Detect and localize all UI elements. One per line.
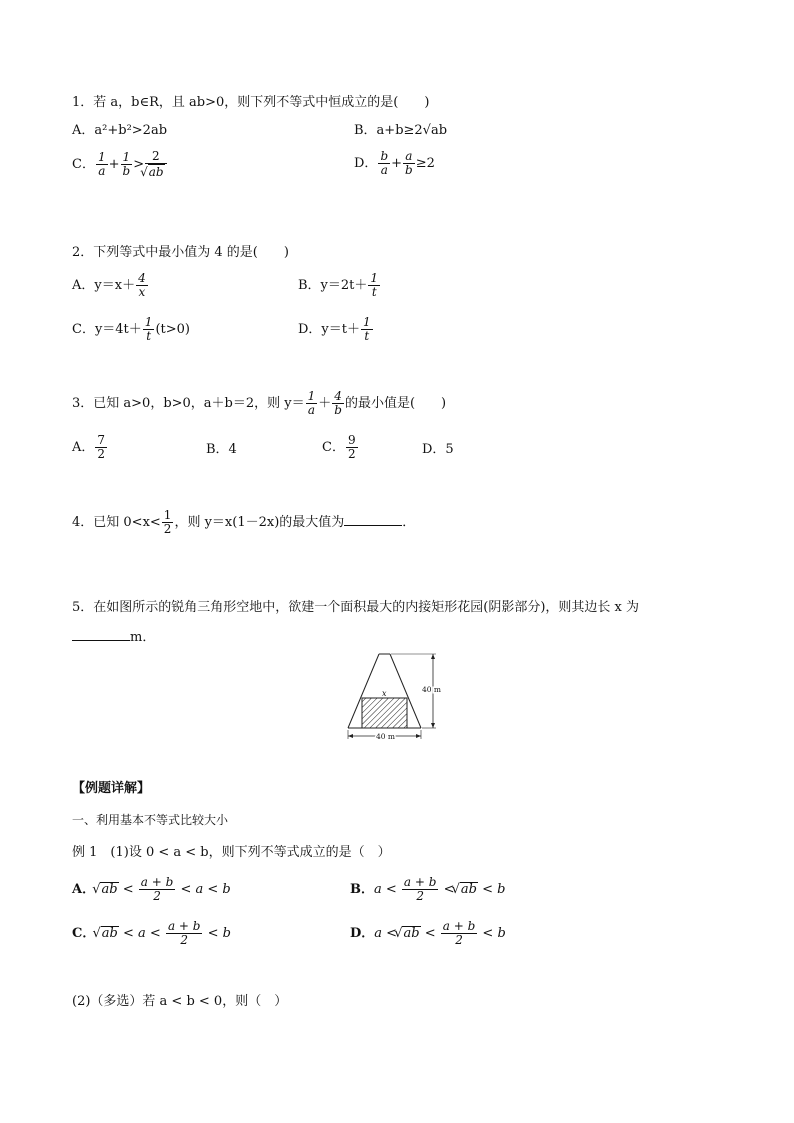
- q1-option-c: C． $\frac{1}{a}$ + $\frac{1}{b}$ > 2 √ ab: [72, 150, 168, 179]
- example1-option-c: C． √ ab < a < $\frac{a + b}{2}$ < b: [72, 920, 231, 947]
- answer-blank[interactable]: [344, 513, 402, 526]
- answer-blank[interactable]: [72, 628, 130, 641]
- q2-option-a: A．y＝x＋ $\frac{4}{x}$: [72, 271, 146, 299]
- fraction: $\frac{a}{b}$: [405, 149, 413, 177]
- q3-option-a: A． $\frac{7}{2}$: [72, 433, 106, 461]
- q1-option-d: D． $\frac{b}{a}$ + $\frac{a}{b}$ ≥2: [354, 149, 435, 177]
- q4-stem: 4．已知 0<x< $\frac{1}{2}$ ，则 y＝x(1－2x)的最大值为 ．: [72, 508, 416, 536]
- q1-option-a: A．a²+b²>2ab: [72, 123, 168, 138]
- fraction: $\frac{1}{a}$: [97, 150, 106, 178]
- height-arrow-down: [431, 723, 435, 728]
- example1-part2: (2)（多选）若 a < b < 0，则（ ）: [72, 994, 288, 1009]
- fraction: $\frac{b}{a}$: [380, 149, 389, 177]
- example1-option-d: D．a < √ ab < $\frac{a + b}{2}$ < b: [350, 920, 506, 947]
- fraction: $\frac{1}{a}$: [307, 389, 316, 417]
- option-label: C．: [72, 157, 95, 172]
- fraction: $\frac{9}{2}$: [347, 433, 356, 461]
- q2-option-d: D．y＝t＋ $\frac{1}{t}$: [298, 315, 371, 343]
- q1-stem: 1．若 a，b∈R，且 ab>0，则下列不等式中恒成立的是( ): [72, 95, 430, 110]
- q3-option-b: B．4: [206, 442, 237, 457]
- fraction: $\frac{1}{b}$: [122, 150, 131, 178]
- fraction: $\frac{a + b}{2}$: [167, 919, 201, 947]
- q5-stem: 5．在如图所示的锐角三角形空地中，欲建一个面积最大的内接矩形花园(阴影部分)，则其边长 x 为: [72, 600, 640, 615]
- q3-option-c: C． $\frac{9}{2}$: [322, 433, 356, 461]
- example1-stem: 例 1 (1)设 0 < a < b，则下列不等式成立的是（ ）: [72, 845, 391, 860]
- inscribed-rectangle: [362, 698, 407, 728]
- base-label: 40 m: [376, 732, 396, 741]
- q2-option-c: C．y＝4t＋ $\frac{1}{t}$ (t>0): [72, 315, 190, 343]
- fraction: $\frac{4}{x}$: [138, 271, 146, 299]
- q3-stem: 3．已知 a>0，b>0，a＋b＝2，则 y＝ $\frac{1}{a}$ ＋ $\frac{4}{b}$ 的最小值是( ): [72, 389, 447, 417]
- fraction: $\frac{1}{2}$: [163, 508, 172, 536]
- q2-option-b: B．y＝2t＋ $\frac{1}{t}$: [298, 271, 379, 299]
- q5-stem-line2: m．: [72, 628, 155, 646]
- fraction: $\frac{a + b}{2}$: [442, 919, 476, 947]
- example1-option-a: A． √ ab < $\frac{a + b}{2}$ < a < b: [72, 876, 231, 903]
- fraction: $\frac{a + b}{2}$: [140, 875, 174, 903]
- side-x-label: x: [382, 689, 387, 698]
- q3-option-d: D．5: [422, 442, 454, 457]
- base-arrow-right: [416, 734, 421, 738]
- option-label: D．: [354, 156, 378, 171]
- section-heading: 【例题详解】: [72, 781, 151, 796]
- q1-option-b: B．a+b≥2√ab: [354, 123, 448, 138]
- q2-stem: 2．下列等式中最小值为 4 的是( ): [72, 245, 289, 260]
- fraction: $\frac{1}{t}$: [370, 271, 379, 299]
- fraction: $\frac{a + b}{2}$: [403, 875, 437, 903]
- triangle-figure: [340, 650, 460, 742]
- fraction: $\frac{1}{t}$: [144, 315, 153, 343]
- example1-option-b: B．a < $\frac{a + b}{2}$ < √ ab < b: [350, 876, 505, 903]
- fraction: $\frac{7}{2}$: [97, 433, 106, 461]
- fraction: $\frac{4}{b}$: [334, 389, 342, 417]
- fraction: $\frac{1}{t}$: [363, 315, 371, 343]
- base-arrow-left: [348, 734, 353, 738]
- fraction: 2 √ ab: [145, 150, 167, 179]
- height-arrow-up: [431, 654, 435, 659]
- section-subheading: 一、利用基本不等式比较大小: [72, 813, 229, 827]
- height-label: 40 m: [422, 685, 442, 694]
